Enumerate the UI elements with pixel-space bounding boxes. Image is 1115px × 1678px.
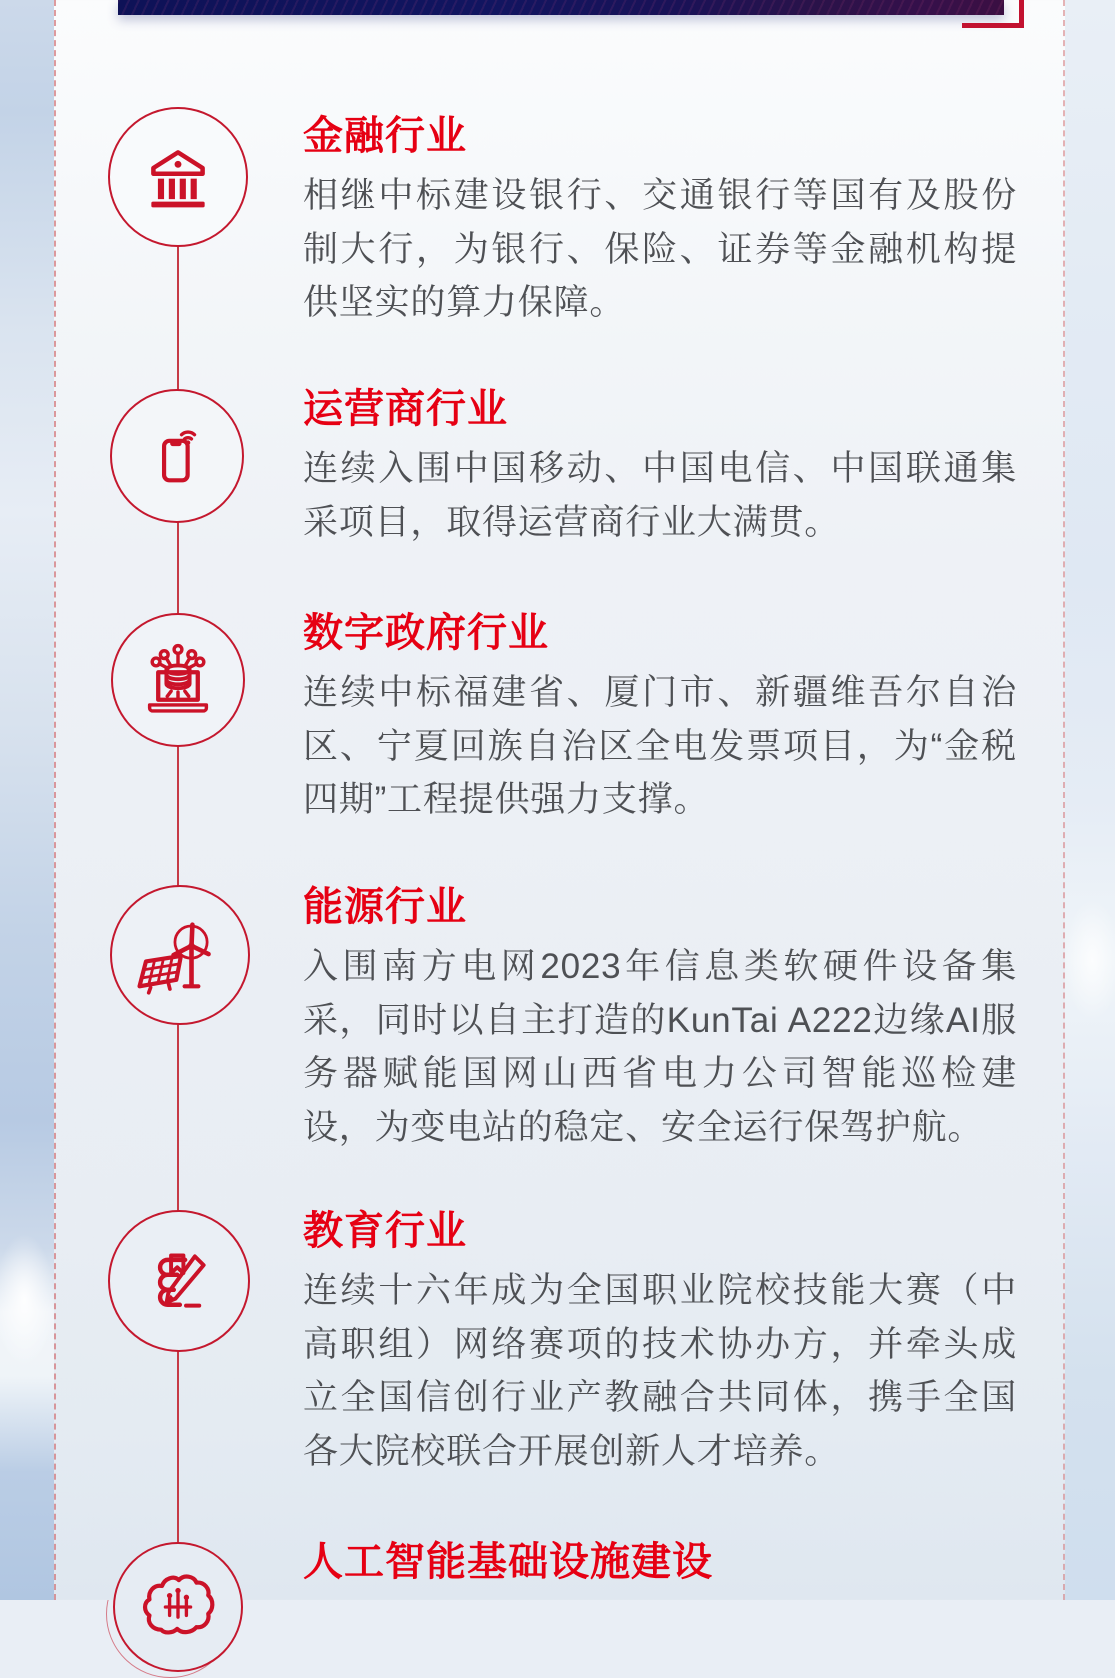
section-title: 金融行业 xyxy=(303,114,467,158)
books-pencil-icon xyxy=(135,1237,223,1325)
left-sky-strip xyxy=(0,0,54,1600)
section-title: 数字政府行业 xyxy=(303,611,549,655)
section-title: 人工智能基础设施建设 xyxy=(303,1540,713,1584)
section-title: 教育行业 xyxy=(303,1209,467,1253)
section-title: 运营商行业 xyxy=(303,387,508,431)
finance-icon-circle xyxy=(108,107,248,247)
section-body: 连续中标福建省、厦门市、新疆维吾尔自治区、宁夏回族自治区全电发票项目，为“金税四期”工程提供强力支撑。 xyxy=(303,673,1017,819)
energy-icon-circle xyxy=(110,885,250,1025)
section-title: 能源行业 xyxy=(303,885,467,929)
section-body: 连续十六年成为全国职业院校技能大赛（中高职组）网络赛项的技术协办方，并牵头成立全国信创行业产教融合共同体，携手全国各大院校联合开展创新人才培养。 xyxy=(303,1271,1017,1471)
section-digital-government xyxy=(303,609,1017,827)
section-energy xyxy=(303,883,1017,1154)
solar-wind-icon xyxy=(134,909,226,1001)
section-telecom-operator xyxy=(303,385,1017,549)
smartphone-signal-icon xyxy=(139,418,215,494)
top-banner-image xyxy=(118,0,1004,15)
education-icon-circle xyxy=(108,1210,250,1352)
corner-bracket-decoration xyxy=(962,0,1024,28)
ai-brain-icon xyxy=(136,1565,220,1649)
section-finance xyxy=(303,112,1017,330)
ai-icon-circle xyxy=(113,1542,243,1672)
section-education xyxy=(303,1207,1017,1478)
digital-gov-icon-circle xyxy=(111,613,245,747)
section-body: 相继中标建设银行、交通银行等国有及股份制大行，为银行、保险、证券等金融机构提供坚实的算力保障。 xyxy=(303,176,1017,322)
section-ai-infrastructure xyxy=(303,1538,1017,1586)
laptop-data-icon xyxy=(135,637,221,723)
right-sky-strip xyxy=(1065,0,1115,1600)
section-body: 入围南方电网2023年信息类软硬件设备集采，同时以自主打造的KunTai A222边缘AI服务器赋能国网山西省电力公司智能巡检建设，为变电站的稳定、安全运行保驾护航。 xyxy=(303,947,1017,1147)
operator-icon-circle xyxy=(110,389,244,523)
section-body: 连续入围中国移动、中国电信、中国联通集采项目，取得运营商行业大满贯。 xyxy=(303,449,1017,542)
bank-icon xyxy=(137,136,219,218)
